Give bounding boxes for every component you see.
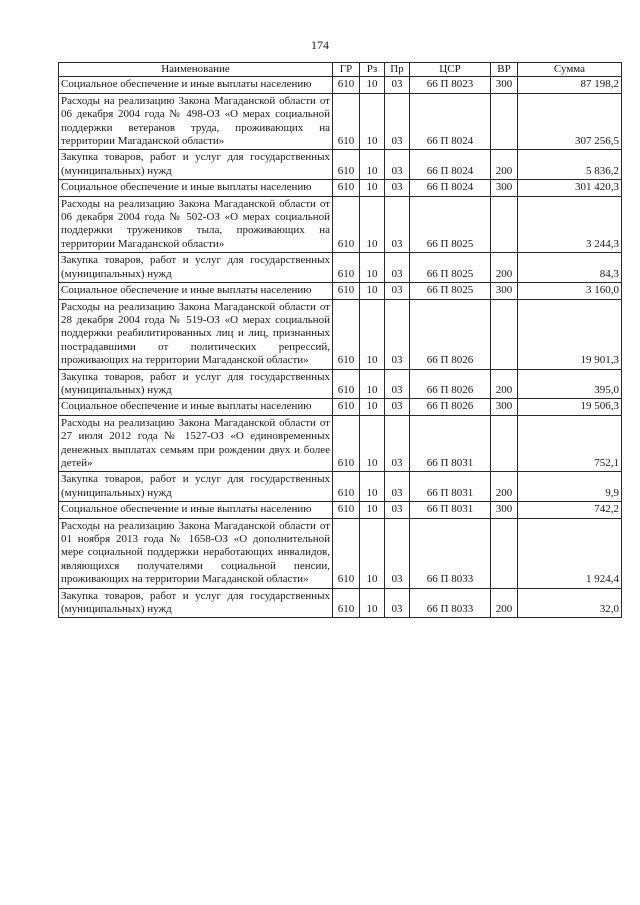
row-sum: 87 198,2	[518, 77, 622, 93]
row-sum: 395,0	[518, 369, 622, 399]
row-name: Расходы на реализацию Закона Магаданской области от 06 декабря 2004 года № 498-ОЗ «О мерах социальной поддержки ветеранов труда, проживающих на территории Магаданской области»	[59, 93, 333, 150]
row-pr: 03	[385, 180, 410, 196]
row-name: Социальное обеспечение и иные выплаты населению	[59, 283, 333, 299]
row-csr: 66 П 8024	[410, 150, 491, 180]
row-pr: 03	[385, 77, 410, 93]
row-name: Расходы на реализацию Закона Магаданской области от 06 декабря 2004 года № 502-ОЗ «О мерах социальной поддержки тружеников тыла, проживающих на территории Магаданской области»	[59, 196, 333, 253]
row-name: Расходы на реализацию Закона Магаданской области от 28 декабря 2004 года № 519-ОЗ «О мерах социальной поддержки реабилитированных лиц и лиц, признанных пострадавшими от политических репрессий, проживающих на территории Магаданской области»	[59, 299, 333, 369]
row-sum: 19 506,3	[518, 399, 622, 415]
row-vr: 300	[491, 399, 518, 415]
header-csr: ЦСР	[410, 63, 491, 77]
row-vr	[491, 415, 518, 472]
row-name: Социальное обеспечение и иные выплаты населению	[59, 502, 333, 518]
row-csr: 66 П 8025	[410, 253, 491, 283]
row-rz: 10	[360, 588, 385, 618]
row-csr: 66 П 8031	[410, 502, 491, 518]
row-vr: 300	[491, 283, 518, 299]
row-gr: 610	[333, 150, 360, 180]
row-pr: 03	[385, 399, 410, 415]
row-sum: 1 924,4	[518, 518, 622, 588]
budget-table	[58, 62, 622, 618]
row-csr: 66 П 8025	[410, 196, 491, 253]
row-csr: 66 П 8033	[410, 518, 491, 588]
row-csr: 66 П 8023	[410, 77, 491, 93]
table-row	[59, 77, 622, 93]
table-header-row	[59, 63, 622, 77]
row-name: Социальное обеспечение и иные выплаты населению	[59, 399, 333, 415]
row-vr: 300	[491, 180, 518, 196]
table-row	[59, 150, 622, 180]
table-row	[59, 415, 622, 472]
row-pr: 03	[385, 415, 410, 472]
row-csr: 66 П 8026	[410, 399, 491, 415]
table-row	[59, 196, 622, 253]
row-sum: 742,2	[518, 502, 622, 518]
row-rz: 10	[360, 518, 385, 588]
row-rz: 10	[360, 196, 385, 253]
row-pr: 03	[385, 299, 410, 369]
header-name: Наименование	[59, 63, 333, 77]
row-gr: 610	[333, 415, 360, 472]
row-name: Закупка товаров, работ и услуг для государственных (муниципальных) нужд	[59, 150, 333, 180]
row-rz: 10	[360, 93, 385, 150]
row-sum: 9,9	[518, 472, 622, 502]
row-csr: 66 П 8026	[410, 299, 491, 369]
row-pr: 03	[385, 518, 410, 588]
row-rz: 10	[360, 150, 385, 180]
page-number: 174	[311, 38, 329, 52]
row-sum: 19 901,3	[518, 299, 622, 369]
row-name: Закупка товаров, работ и услуг для государственных (муниципальных) нужд	[59, 369, 333, 399]
table-row	[59, 472, 622, 502]
row-sum: 3 244,3	[518, 196, 622, 253]
row-rz: 10	[360, 502, 385, 518]
table-row	[59, 399, 622, 415]
header-rz: Рз	[360, 63, 385, 77]
row-gr: 610	[333, 299, 360, 369]
row-pr: 03	[385, 93, 410, 150]
row-vr: 200	[491, 472, 518, 502]
row-name: Закупка товаров, работ и услуг для государственных (муниципальных) нужд	[59, 588, 333, 618]
row-vr: 200	[491, 588, 518, 618]
row-vr: 300	[491, 77, 518, 93]
row-gr: 610	[333, 196, 360, 253]
row-name: Расходы на реализацию Закона Магаданской области от 01 ноября 2013 года № 1658-ОЗ «О дополнительной мере социальной поддержки неработающих инвалидов, являющихся получателями социальной пенсии, проживающих на территории Магаданской области»	[59, 518, 333, 588]
row-vr	[491, 196, 518, 253]
row-gr: 610	[333, 399, 360, 415]
row-name: Расходы на реализацию Закона Магаданской области от 27 июля 2012 года № 1527-ОЗ «О единовременных денежных выплатах семьям при рождении двух и более детей»	[59, 415, 333, 472]
row-rz: 10	[360, 253, 385, 283]
row-name: Закупка товаров, работ и услуг для государственных (муниципальных) нужд	[59, 253, 333, 283]
table-row	[59, 502, 622, 518]
row-sum: 3 160,0	[518, 283, 622, 299]
header-pr: Пр	[385, 63, 410, 77]
row-rz: 10	[360, 399, 385, 415]
row-pr: 03	[385, 502, 410, 518]
table-row	[59, 283, 622, 299]
row-vr: 200	[491, 253, 518, 283]
row-vr: 300	[491, 502, 518, 518]
table-row	[59, 253, 622, 283]
row-gr: 610	[333, 369, 360, 399]
table-row	[59, 518, 622, 588]
row-pr: 03	[385, 472, 410, 502]
row-sum: 752,1	[518, 415, 622, 472]
row-rz: 10	[360, 415, 385, 472]
row-pr: 03	[385, 283, 410, 299]
row-csr: 66 П 8024	[410, 180, 491, 196]
row-vr	[491, 93, 518, 150]
row-pr: 03	[385, 369, 410, 399]
row-rz: 10	[360, 472, 385, 502]
row-gr: 610	[333, 283, 360, 299]
row-csr: 66 П 8031	[410, 472, 491, 502]
table-row	[59, 369, 622, 399]
row-rz: 10	[360, 77, 385, 93]
table-row	[59, 588, 622, 618]
row-name: Социальное обеспечение и иные выплаты населению	[59, 180, 333, 196]
row-name: Закупка товаров, работ и услуг для государственных (муниципальных) нужд	[59, 472, 333, 502]
row-gr: 610	[333, 180, 360, 196]
row-csr: 66 П 8033	[410, 588, 491, 618]
row-name: Социальное обеспечение и иные выплаты населению	[59, 77, 333, 93]
header-gr: ГР	[333, 63, 360, 77]
row-pr: 03	[385, 588, 410, 618]
row-rz: 10	[360, 283, 385, 299]
row-sum: 307 256,5	[518, 93, 622, 150]
row-sum: 84,3	[518, 253, 622, 283]
row-pr: 03	[385, 253, 410, 283]
row-rz: 10	[360, 299, 385, 369]
row-vr: 200	[491, 150, 518, 180]
row-gr: 610	[333, 502, 360, 518]
row-rz: 10	[360, 180, 385, 196]
row-vr: 200	[491, 369, 518, 399]
header-vr: ВР	[491, 63, 518, 77]
row-csr: 66 П 8025	[410, 283, 491, 299]
row-sum: 5 836,2	[518, 150, 622, 180]
row-rz: 10	[360, 369, 385, 399]
row-sum: 301 420,3	[518, 180, 622, 196]
row-pr: 03	[385, 196, 410, 253]
table-row	[59, 93, 622, 150]
row-vr	[491, 518, 518, 588]
row-sum: 32,0	[518, 588, 622, 618]
row-vr	[491, 299, 518, 369]
row-gr: 610	[333, 93, 360, 150]
row-csr: 66 П 8024	[410, 93, 491, 150]
row-gr: 610	[333, 253, 360, 283]
row-pr: 03	[385, 150, 410, 180]
header-sum: Сумма	[518, 63, 622, 77]
row-csr: 66 П 8031	[410, 415, 491, 472]
row-gr: 610	[333, 588, 360, 618]
row-gr: 610	[333, 518, 360, 588]
row-gr: 610	[333, 472, 360, 502]
row-gr: 610	[333, 77, 360, 93]
table-row	[59, 180, 622, 196]
table-row	[59, 299, 622, 369]
row-csr: 66 П 8026	[410, 369, 491, 399]
